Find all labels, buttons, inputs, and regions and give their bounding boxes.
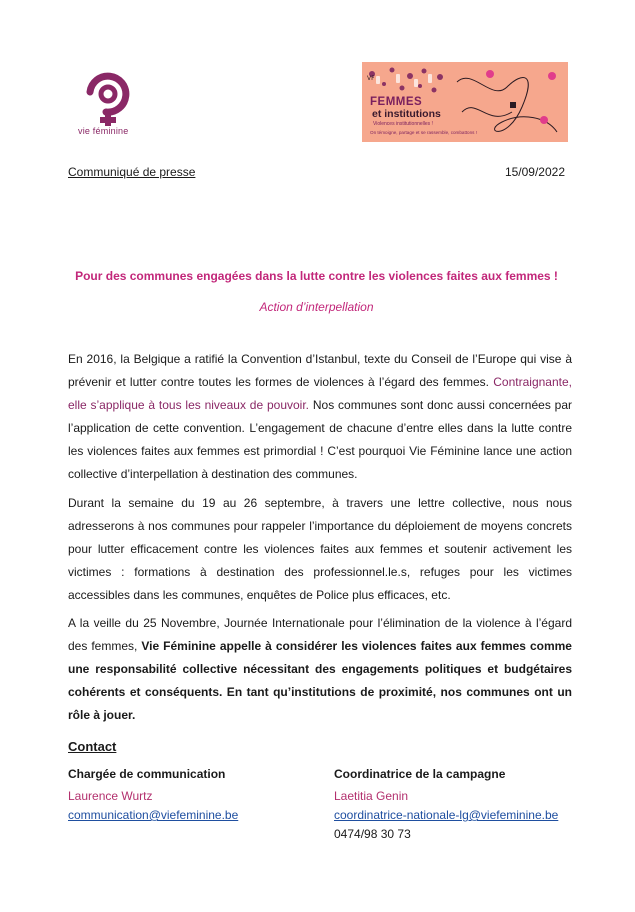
document-title: Pour des communes engagées dans la lutte contre les violences faites aux femmes !	[75, 269, 558, 283]
venus-symbol-icon	[80, 72, 138, 128]
paragraph-3-bold: Vie Féminine appelle à considérer les violences faites aux femmes comme une responsabilité collective nécessitant des engagements politiques et budgétaires cohérents et conséquents. En tant qu’institutions de proximité, nos communes ont un rôle à jouer.	[68, 639, 572, 722]
contact-communication	[68, 765, 238, 825]
contact-name: Laetitia Genin	[334, 789, 409, 803]
paragraph-3	[68, 612, 572, 727]
paragraph-1-text: En 2016, la Belgique a ratifié la Convention d’Istanbul, texte du Conseil de l’Europe qui vise à prévenir et lutter contre toutes les formes de violences à l’égard des femmes.	[68, 352, 572, 389]
banner-subtitle: Violences institutionnelles !	[373, 121, 433, 127]
contact-role: Coordinatrice de la campagne	[334, 767, 506, 781]
contact-email-link[interactable]: coordinatrice-nationale-lg@viefeminine.be	[334, 808, 559, 822]
paragraph-1-highlight: Contraignante, elle s’applique à tous les niveaux de pouvoir.	[68, 375, 572, 412]
contact-campaign	[334, 765, 558, 844]
release-date: 15/09/2022	[504, 165, 565, 179]
contact-name: Laurence Wurtz	[68, 789, 153, 803]
paragraph-3-text: A la veille du 25 Novembre, Journée Internationale pour l’élimination de la violence à l’égard des femmes,	[68, 616, 572, 653]
campaign-banner	[362, 62, 568, 142]
document-header	[68, 165, 565, 179]
logo-text: vie féminine	[78, 126, 129, 136]
press-release-label: Communiqué de presse	[68, 165, 196, 179]
paragraph-1	[68, 348, 572, 486]
paragraph-2: Durant la semaine du 19 au 26 septembre, à travers une lettre collective, nous nous adresserons à nos communes pour rappeler l’importance du déploiement de moyens concrets pour lutter efficacement contre les violences faites aux femmes et soutenir activement les victimes : formations à destination des professionnel.le.s, refuges pour les victimes accessibles dans les communes, enquêtes de Police plus efficaces, etc.	[68, 496, 572, 602]
contact-email-link[interactable]: communication@viefeminine.be	[68, 808, 239, 822]
banner-title-line2: et institutions	[372, 108, 441, 120]
banner-title: FEMMES	[370, 96, 423, 108]
document-subtitle: Action d’interpellation	[259, 300, 374, 314]
contact-phone: 0474/98 30 73	[334, 827, 411, 841]
paragraph-1-text-end: Nos communes sont donc aussi concernées par l’application de cette convention. L’engagement de chacune d’entre elles dans la lutte contre les violences faites aux femmes est primordial ! C’est pourquoi Vie Féminine lance une action collective d’interpellation à destination des communes.	[68, 398, 572, 481]
contact-role: Chargée de communication	[68, 767, 226, 781]
banner-tagline: On témoigne, partage et se rassemble, combattons !	[370, 130, 477, 135]
svg-text:VF: VF	[367, 75, 375, 82]
contact-heading: Contact	[68, 739, 117, 754]
vie-feminine-logo	[72, 72, 152, 142]
